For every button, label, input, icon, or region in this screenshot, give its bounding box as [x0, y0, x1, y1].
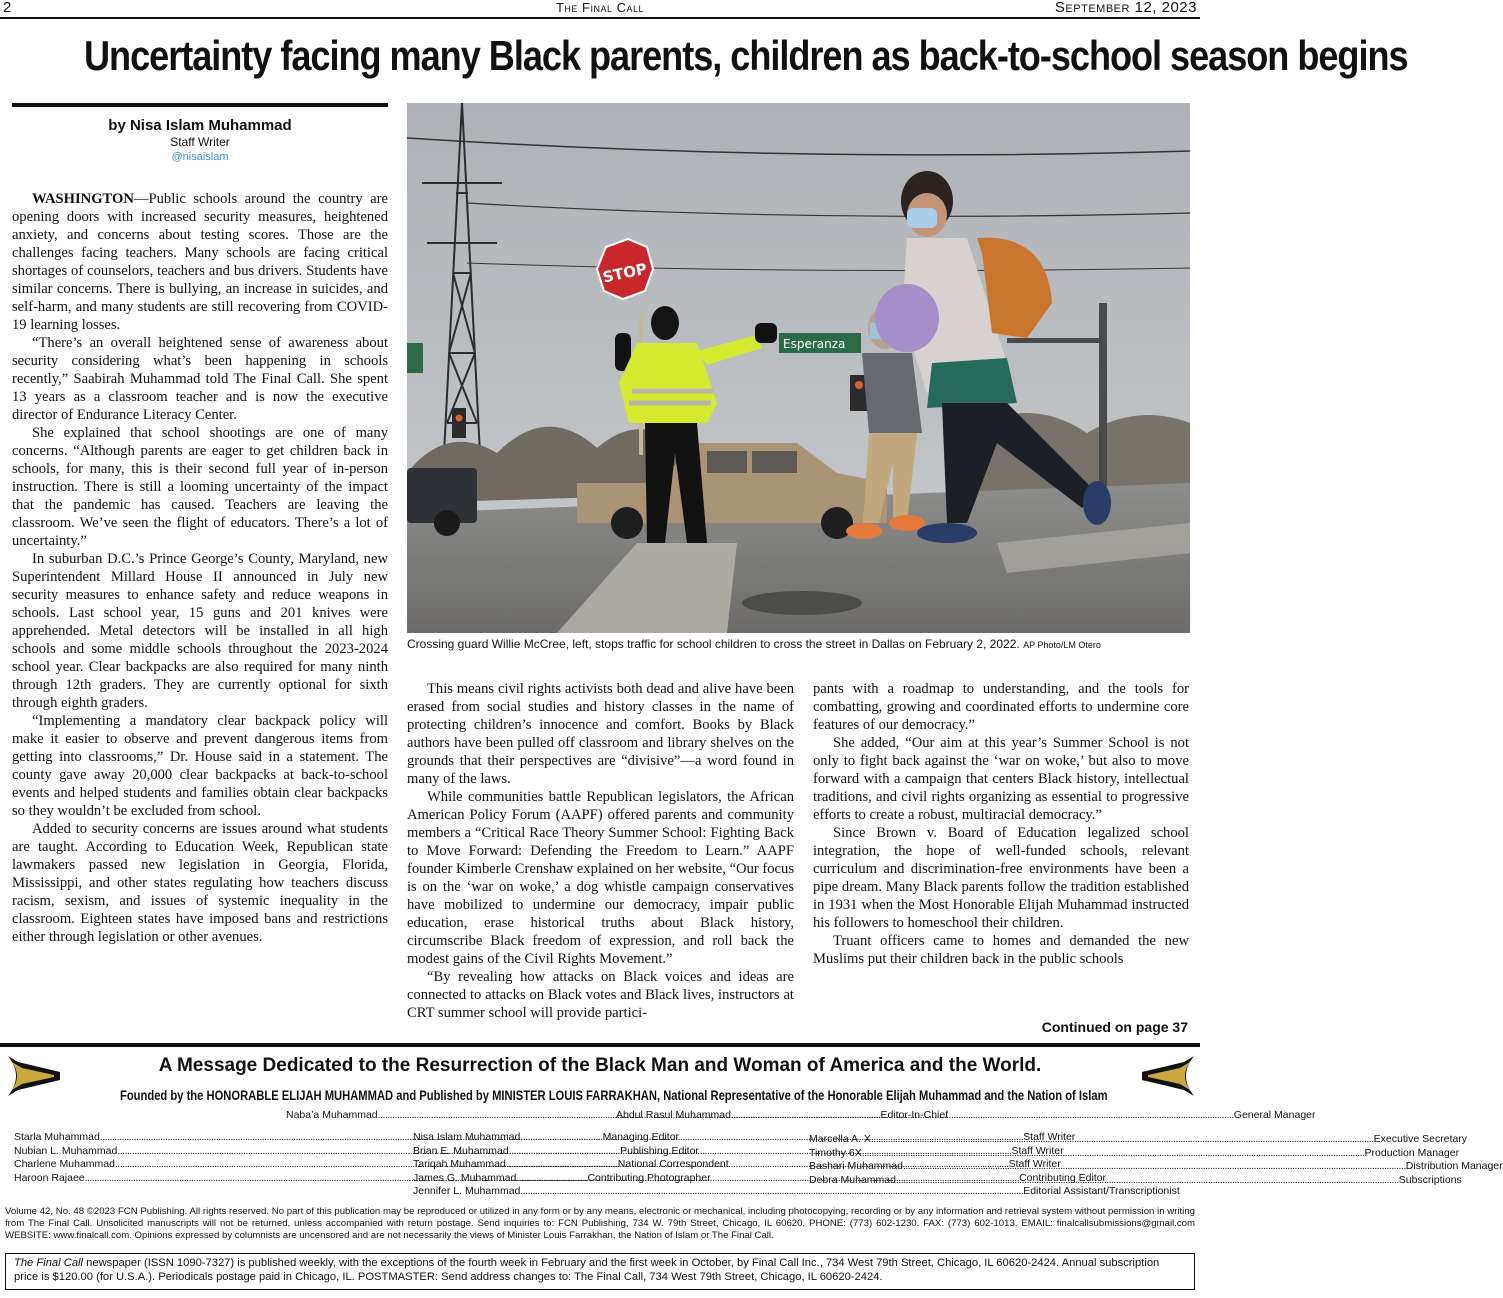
dateline: WASHINGTON — [32, 191, 134, 207]
article-paragraph: While communities battle Republican legislators, the African American Policy Forum (AAPF) offered parents and community members a “Critical Race Theory Summer School: Fighting Back to Move Forward: Defending the Freedom to Learn.” AAPF founder Kimberle Crenshaw explained on her website, “Our focus is on the ‘war on woke,’ a dog whistle campaign conservatives have mobilized to undermine our democracy, impair public education, erase historical truths about Black history, circumscribe Black freedom of expression, and roll back the modest gains of the Civil Rights Movement.” — [407, 789, 795, 967]
mission-statement: A Message Dedicated to the Resurrection of the Black Man and Woman of America and the World. — [158, 1055, 1042, 1076]
article-paragraph: This means civil rights activists both dead and alive have been erased from social studies and history classes in the name of protecting children’s innocence and comfort. Books by Black authors have been pulled off classroom and library shelves on the grounds that their perspectives are “divisive”—a word found in many of the laws. — [407, 681, 794, 787]
staff-row: Haroon Rajaee ..... Contributing Photographer — [14, 1172, 398, 1186]
staff-row: Tariqah Muhammad ..... Staff Writer — [413, 1158, 793, 1172]
continued-link[interactable]: Continued on page 37 — [1041, 1019, 1188, 1035]
article-paragraph: Added to security concerns are issues around what students are taught. According to Education Week, Republican state lawmakers passed new legislation in Georgia, Florida, Mississippi, and other states regulating how teachers discuss racism, sexism, and issues of systemic inequality in the classroom. Eighteen states have imposed bans and restrictions either through legislation or other avenues. — [12, 821, 388, 945]
photo-caption — [407, 637, 1190, 651]
founded-line: Founded by the HONORABLE ELIJAH MUHAMMAD and Published by MINISTER LOUIS FARRAKHAN, National Representative of the Honorable Elijah Muhammad and the Nation of Islam — [120, 1087, 1108, 1103]
plush-toy — [875, 284, 939, 352]
byline-author: by Nisa Islam Muhammad — [108, 117, 292, 134]
folio-bar — [0, 0, 1200, 19]
staff-box-rule — [0, 1043, 1200, 1047]
crossing-guard-photo — [407, 103, 1190, 633]
byline-role: Staff Writer — [170, 135, 230, 149]
staff-row: Charlene Muhammad ..... National Correspondent — [14, 1158, 398, 1172]
byline-rule — [12, 103, 388, 107]
staff-row: Debra Muhammad ..... Subscriptions — [809, 1174, 1188, 1188]
byline — [12, 117, 388, 163]
publication-name: The Final Call — [14, 1257, 84, 1269]
staff-row: Jennifer L. Muhammad ..... Editorial Assistant/Transcriptionist — [413, 1185, 793, 1199]
traffic-light-left — [452, 408, 466, 438]
byline-handle[interactable]: @nisaislam — [171, 151, 229, 163]
issue-date: September 12, 2023 — [1054, 0, 1197, 16]
article-column-1 — [12, 190, 388, 946]
staff-editor-in-chief: Naba’a Muhammad ..... Editor-In-Chief — [286, 1109, 544, 1123]
headline: Uncertainty facing many Black parents, children as back-to-school season begins — [84, 32, 1408, 79]
manhole-cover — [742, 591, 862, 615]
staff-column-1 — [14, 1131, 729, 1185]
staff-row: Nubian L. Muhammad ..... Publishing Editor — [14, 1145, 398, 1159]
article-paragraph: WASHINGTON—Public schools around the country are opening doors with increased security measures, heightened anxiety, and concerns about testing scores. Those are the challenges facing teachers. Many schools are facing critical shortages of counselors, teachers and bus drivers. Students have similar concerns. There is bullying, an increase in suicides, and self-harm, and many students are still recovering from COVID-19 learning losses. — [12, 191, 388, 333]
street-sign-text: Esperanza — [783, 337, 846, 351]
article-paragraph: In suburban D.C.’s Prince George’s County, Maryland, new Superintendent Millard House II announced in July new security measures to enhance safety and reduce weapons in schools. Last school year, 15 guns and 201 knives were apprehended. Metal detectors will be installed in all high schools and some middle schools throughout the 2023-2024 school year. Clear backpacks are also required for many ninth through 12th graders. They are currently optional for sixth through eighth graders. — [12, 551, 388, 711]
article-paragraph: Truant officers came to homes and demanded the new Muslims put their children back in the public schools — [813, 933, 1189, 967]
staff-column-3 — [809, 1133, 1503, 1187]
caption-text: Crossing guard Willie McCree, left, stops traffic for school children to cross the street in Dallas on February 2, 2022. — [407, 637, 1020, 651]
article-column-3 — [813, 680, 1189, 968]
article-paragraph: “There’s an overall heightened sense of awareness about security considering what’s been happening in schools recently,” Saabirah Muhammad told The Final Call. She spent 13 years as a classroom teacher and is now the executive director of Endurance Literacy Center. — [12, 335, 388, 423]
article-paragraph: She added, “Our aim at this year’s Summer School is not only to fight back against the ‘war on woke,’ but also to move forward with a campaign that centers Black history, intellectual traditions, and civil rights organizing as essential to progressive efforts to create a robust, multiracial democracy.” — [813, 735, 1189, 823]
article-paragraph: She explained that school shootings are one of many concerns. “Although parents are eager to get children back in schools, for many, this is their second full year of in-person instruction. There is still a looming uncertainty of the impact that the pandemic has caused. Teachers are leaving the classroom. We’ve seen the flight of educators. There’s a lot of uncertainty.” — [12, 425, 388, 549]
legal-notice: Volume 42, No. 48 ©2023 FCN Publishing. All rights reserved. No part of this publication may be reproduced or utilized in any form or by any means, electronic or mechanical, including photocopying, recording or by any information and retrieval system without permission in writing from The Final Call. Unsolicited manuscripts will not be returned, unless accompanied with return postage. Send inquiries to: FCN Publishing, 734 W. 79th Street, Chicago, IL 60620. PHONE: (773) 602-1230. FAX: (773) 602-1013. EMAIL: finalcallsubmissions@gmail.com WEBSITE: www.finalcall.com. Opinions expressed by columnists are uncensored and are not necessarily the views of Minister Louis Farrakhan, the Nation of Islam or The Final Call. — [5, 1206, 1195, 1241]
masthead-name: The Final Call — [555, 0, 645, 15]
article-column-2 — [407, 680, 794, 1022]
staff-row: Marcella A. X ..... Executive Secretary — [809, 1133, 1188, 1147]
photo-credit: AP Photo/LM Otero — [1023, 640, 1101, 650]
article-paragraph: “By revealing how attacks on Black voices and ideas are connected to attacks on Black votes and Black lives, instructors at CRT summer school will provide partici- — [407, 969, 794, 1021]
article-paragraph: Since Brown v. Board of Education legalized school integration, the hope of well-funded schools, relevant curriculum and discrimination-free environments have been a pipe dream. Many Black parents follow the tradition established in 1931 when the Most Honorable Elijah Muhammad instructed his followers to homeschool their children. — [813, 825, 1189, 931]
staff-row: Timothy 6X ..... Production Manager — [809, 1147, 1188, 1161]
staff-row: Starla Muhammad ..... Managing Editor — [14, 1131, 398, 1145]
news-photo — [407, 103, 1190, 633]
stop-sign-text: STOP — [601, 259, 649, 287]
article-paragraph: “Implementing a mandatory clear backpack policy will make it easier to observe and prevent dangerous items from getting into classrooms,” Dr. House said in a statement. The county gave away 20,000 clear backpacks at back-to-school events and helped students and families obtain clear backpacks so they wouldn’t be excluded from school. — [12, 713, 388, 819]
publication-info-box — [5, 1253, 1195, 1290]
publication-statement: newspaper (ISSN 1090-7327) is published weekly, with the exceptions of the fourth week in February and the first week in October, by Final Call Inc., 734 West 79th Street, Chicago, IL 60620-2424. Annual subscription price is $120.00 (for U.S.A.). Periodicals postage paid in Chicago, IL. POSTMASTER: Send address changes to: The Final Call, 734 West 79th Street, Chicago, IL 60620-2424. — [14, 1257, 1160, 1283]
staff-row: Nisa Islam Muhammad ..... Staff Writer — [413, 1131, 793, 1145]
staff-general-manager: Abdul Rasul Muhammad ..... General Manager — [616, 1109, 914, 1123]
staff-row: James G. Muhammad ..... Contributing Editor — [413, 1172, 793, 1186]
page-number: 2 — [3, 0, 12, 16]
article-paragraph: pants with a roadmap to understanding, and the tools for combatting, growing and coordinated efforts to undermine core features of our democracy.” — [813, 681, 1189, 733]
staff-row: Bashari Muhammad ..... Distribution Manager — [809, 1160, 1188, 1174]
staff-row: Brian E. Muhammad ..... Staff Writer — [413, 1145, 793, 1159]
